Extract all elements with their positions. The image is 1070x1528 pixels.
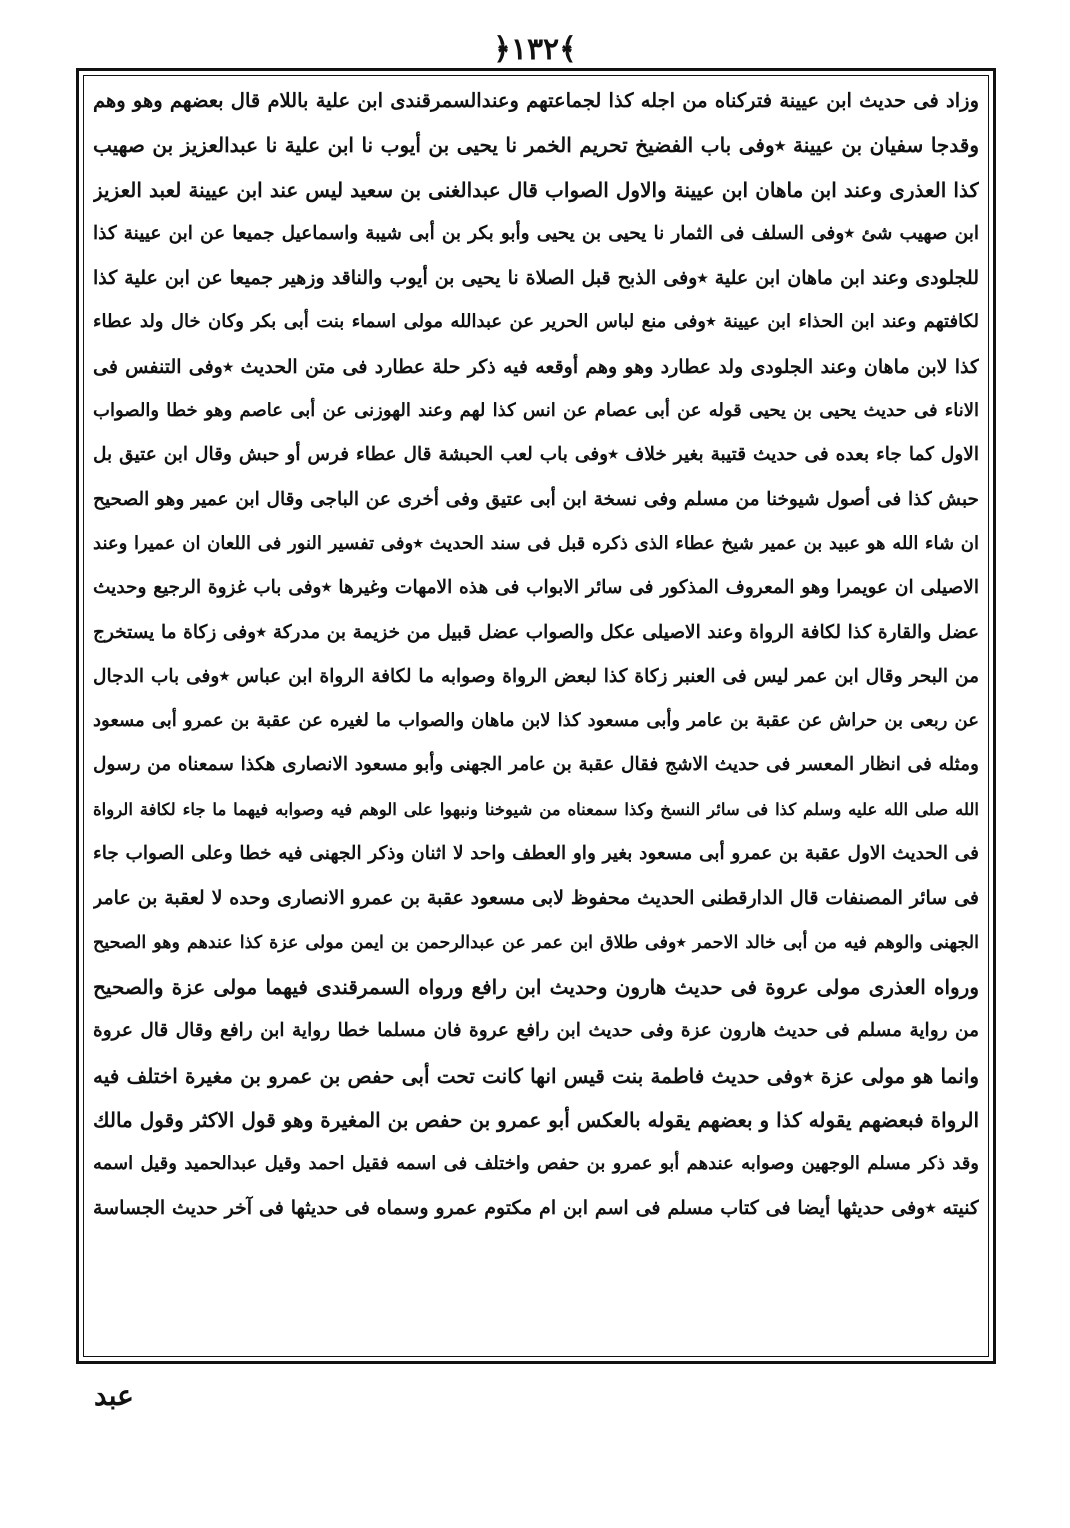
text-line: ابن صهيب شئ ٭وفى السلف فى الثمار نا يحيى بن يحيى وأبو بكر بن أبى شيبة واسماعيل جميعا عن ابن عيينة كذا xyxy=(93,222,979,244)
text-line: فى سائر المصنفات قال الدارقطنى الحديث محفوظ لابى مسعود عقبة بن عمرو الانصارى وحده لا لعقبة بن عامر xyxy=(93,887,979,910)
text-line: فى الحديث الاول عقبة بن عمرو أبى مسعود بغير واو العطف واحد لا اثنان وذكر الجهنى فيه خطا وعلى الصواب جاء xyxy=(93,843,979,865)
body-text xyxy=(93,79,979,1353)
text-line: الله صلى الله عليه وسلم كذا فى سائر النسخ وكذا سمعناه من شيوخنا ونبهوا على الوهم فيه وصوابه فيهما ما جاء لكافة الرواة xyxy=(93,799,979,819)
text-line: ان شاء الله هو عبيد بن عمير شيخ عطاء الذى ذكره قبل فى سند الحديث ٭وفى تفسير النور فى اللعان ان عميرا وعند xyxy=(93,532,979,554)
text-line: كنيته ٭وفى حديثها أيضا فى كتاب مسلم فى اسم ابن ام مكتوم عمرو وسماه فى حديثها فى آخر حديث الجساسة xyxy=(93,1197,979,1220)
text-line: الاول كما جاء بعده فى حديث قتيبة بغير خلاف ٭وفى باب لعب الحبشة قال عطاء فرس أو حبش وقال ابن عتيق بل xyxy=(93,444,979,466)
text-line: حبش كذا فى أصول شيوخنا من مسلم وفى نسخة ابن أبى عتيق وفى أخرى عن الباجى وقال ابن عمير وهو الصحيح xyxy=(93,488,979,510)
text-line: لكافتهم وعند ابن الحذاء ابن عيينة ٭وفى منع لباس الحرير عن عبدالله مولى اسماء بنت أبى بكر وكان خال ولد عطاء xyxy=(93,311,979,333)
text-line: عن ربعى بن حراش عن عقبة بن عامر وأبى مسعود كذا لابن ماهان والصواب ما لغيره عن عقبة بن عمرو أبى مسعود xyxy=(93,710,979,732)
text-line: من رواية مسلم فى حديث هارون عزة وفى حديث ابن رافع عروة فان مسلما خطا رواية ابن رافع وقال قال عروة xyxy=(93,1020,979,1042)
text-line: الجهنى والوهم فيه من أبى خالد الاحمر ٭وفى طلاق ابن عمر عن عبدالرحمن بن ايمن مولى عزة كذا عندهم وهو الصحيح xyxy=(93,932,979,953)
text-line: للجلودى وعند ابن ماهان ابن علية ٭وفى الذبح قبل الصلاة نا يحيى بن أيوب والناقد وزهير جميعا عن ابن علية كذا xyxy=(93,267,979,290)
text-line: ومثله فى انظار المعسر فى حديث الاشج فقال عقبة بن عامر الجهنى وأبو مسعود الانصارى هكذا سمعناه من رسول xyxy=(93,754,979,776)
text-line: عضل والقارة كذا لكافة الرواة وعند الاصيلى عكل والصواب عضل قبيل من خزيمة بن مدركة ٭وفى زكاة ما يستخرج xyxy=(93,621,979,643)
text-line: وزاد فى حديث ابن عيينة فتركناه من اجله كذا لجماعتهم وعندالسمرقندى ابن علية باللام قال بعضهم وهو وهم xyxy=(93,89,979,112)
text-line: وانما هو مولى عزة ٭وفى حديث فاطمة بنت قيس انها كانت تحت أبى حفص بن عمرو بن مغيرة اختلف فيه xyxy=(93,1063,979,1088)
text-line: وقدجا سفيان بن عيينة ٭وفى باب الفضيخ تحريم الخمر نا يحيى بن أيوب نا ابن علية نا عبدالعزيز بن صهيب xyxy=(93,133,979,158)
text-line: كذا لابن ماهان وعند الجلودى ولد عطارد وهو وهم أوقعه فيه ذكر حلة عطارد فى متن الحديث ٭وفى التنفس فى xyxy=(93,355,979,378)
page-number: ﴿١٣٢﴾ xyxy=(493,32,577,67)
text-line: الرواة فبعضهم يقوله كذا و بعضهم يقوله بالعكس أبو عمرو بن حفص بن المغيرة وهو قول الاكثر وقول مالك xyxy=(93,1107,979,1132)
text-line: الاناء فى حديث يحيى بن يحيى قوله عن أبى عصام عن انس كذا لهم وعند الهوزنى عن أبى عاصم وهو خطا والصواب xyxy=(93,400,979,422)
page-frame xyxy=(76,68,996,1364)
text-line: وقد ذكر مسلم الوجهين وصوابه عندهم أبو عمرو بن حفص واختلف فى اسمه فقيل احمد وقيل عبدالحميد وقيل اسمه xyxy=(93,1153,979,1175)
catchword: عبد xyxy=(94,1379,134,1412)
text-line: من البحر وقال ابن عمر ليس فى العنبر زكاة كذا لبعض الرواة وصوابه ما لكافة الرواة ابن عباس ٭وفى باب الدجال xyxy=(93,665,979,687)
text-line: ورواه العذرى مولى عروة فى حديث هارون وحديث ابن رافع ورواه السمرقندى فيهما مولى عزة والصحيح xyxy=(93,974,979,999)
text-line: كذا العذرى وعند ابن ماهان ابن عيينة والاول الصواب قال عبدالغنى بن سعيد ليس عند ابن عيينة لعبد العزيز xyxy=(93,177,979,202)
text-line: الاصيلى ان عويمرا وهو المعروف المذكور فى سائر الابواب فى هذه الامهات وغيرها ٭وفى باب غزوة الرجيع وحديث xyxy=(93,577,979,599)
